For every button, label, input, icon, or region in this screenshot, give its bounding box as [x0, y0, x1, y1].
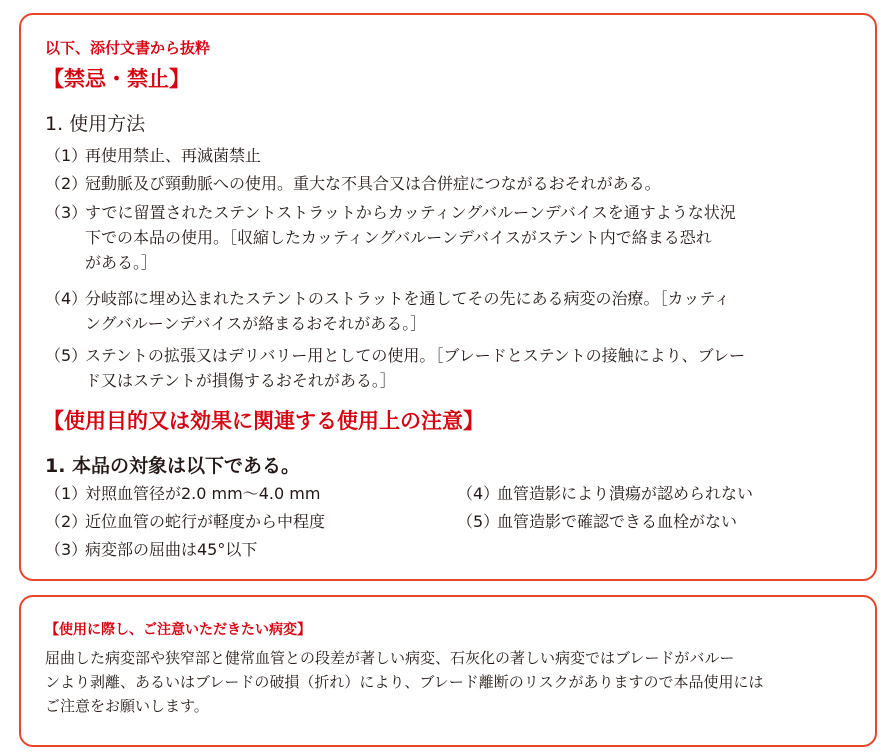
item-text-line: 下での本品の使用。［収縮したカッティングバルーンデバイスがステント内で絡まる恐れ [85, 228, 712, 247]
caution-title: 【使用に際し、ご注意いただきたい病変】 [45, 622, 311, 638]
item-number: （2） [45, 512, 88, 531]
caution-text-line: ンより剥離、あるいはブレードの破損（折れ）により、ブレード離断のリスクがありますので本品使用には [45, 673, 764, 691]
item-number: （1） [45, 484, 88, 503]
item-text: 近位血管の蛇行が軽度から中程度 [85, 512, 326, 531]
item-number: （4） [457, 484, 500, 503]
list-item [45, 537, 257, 562]
item-text-line: ングバルーンデバイスが絡まるおそれがある。］ [85, 314, 427, 333]
list-item [45, 171, 865, 196]
subheading-target: 1. 本品の対象は以下である。 [45, 455, 301, 477]
item-number: （3） [45, 203, 88, 222]
item-number: （5） [457, 512, 500, 531]
item-number: （1） [45, 146, 88, 165]
item-text-line: ド又はステントが損傷するおそれがある。］ [85, 371, 396, 390]
item-text-line: 分岐部に埋め込まれたステントのストラットを通してその先にある病変の治療。［カッティ [85, 289, 731, 308]
list-item [45, 286, 865, 336]
list-item [45, 200, 865, 275]
item-number: （4） [45, 289, 88, 308]
contraindications-panel [19, 13, 877, 581]
item-text-line: 再使用禁止、再滅菌禁止 [85, 146, 262, 165]
item-text: 血管造影により潰瘍が認められない [497, 484, 754, 503]
list-item [45, 143, 865, 168]
list-item [45, 509, 325, 534]
item-text-line: ステントの拡張又はデリバリー用としての使用。［ブレードとステントの接触により、ブレー [85, 346, 746, 365]
list-item [457, 481, 753, 506]
item-number: （3） [45, 540, 88, 559]
item-text: 病変部の屈曲は45°以下 [85, 540, 258, 559]
section-title-precautions: 【使用目的又は効果に関連する使用上の注意】 [43, 409, 484, 433]
intro-note: 以下、添付文書から抜粋 [45, 39, 211, 57]
list-item [45, 481, 320, 506]
item-text-line: 冠動脈及び頸動脈への使用。重大な不具合又は合併症につながるおそれがある。 [85, 174, 661, 193]
item-text: 対照血管径が2.0 mm〜4.0 mm [85, 484, 321, 503]
caution-lesions-panel [19, 595, 877, 747]
caution-text-line: ご注意をお願いします。 [45, 697, 209, 715]
item-number: （2） [45, 174, 88, 193]
list-item [457, 509, 737, 534]
item-text: 血管造影で確認できる血栓がない [497, 512, 738, 531]
section-title-contraindications: 【禁忌・禁止】 [43, 67, 190, 91]
caution-text-line: 屈曲した病変部や狭窄部と健常血管との段差が著しい病変、石灰化の著しい病変ではブレードがバルー [45, 649, 735, 667]
item-text-line: すでに留置されたステントストラットからカッティングバルーンデバイスを通すような状況 [85, 203, 736, 222]
list-item [45, 343, 865, 393]
subheading-usage-method: 1. 使用方法 [45, 113, 146, 135]
item-number: （5） [45, 346, 88, 365]
item-text-line: がある。］ [85, 253, 158, 272]
